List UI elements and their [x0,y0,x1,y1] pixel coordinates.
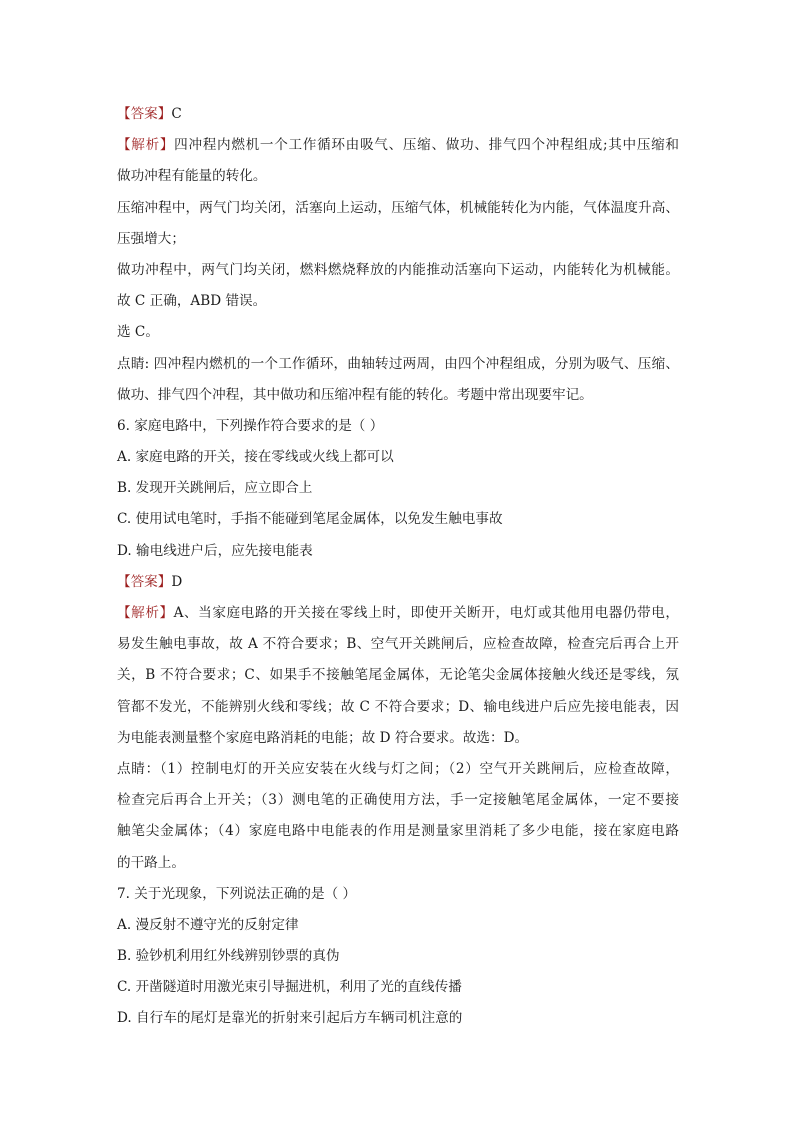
q5-analysis-line: 压强增大； [117,230,185,247]
analysis-tag: 【解析】 [117,605,174,621]
q6-option-a: A. 家庭电路的开关，接在零线或火线上都可以 [117,449,394,466]
q5-analysis-line [117,130,679,161]
q5-tip-line: 点睛: 四冲程内燃机的一个工作循环，曲轴转过两周，由四个冲程组成，分别为吸气、压缩、 [117,355,679,372]
q6-tip-line: 触笔尖金属体；（4）家庭电路中电能表的作用是测量家里消耗了多少电能，接在家庭电路 [117,823,679,840]
q5-answer-line [117,99,679,130]
answer-tag: 【答案】 [117,573,172,590]
q7-option-d: D. 自行车的尾灯是靠光的折射来引起后方车辆司机注意的 [117,1010,463,1027]
q6-option-d: D. 输电线进户后，应先接电能表 [117,542,313,559]
q6-analysis-line: 管都不发光，不能辨别火线和零线；故 C 不符合要求；D、输电线进户后应先接电能表，因 [117,698,679,715]
q6-answer-value: D [171,573,183,590]
q6-analysis-text: A、当家庭电路的开关接在零线上时，即使开关断开，电灯或其他用电器仍带电， [173,605,679,621]
q6-tip-line: 点睛：（1）控制电灯的开关应安装在火线与灯之间；（2）空气开关跳闸后，应检查故障， [117,760,679,777]
q5-analysis-line: 压缩冲程中，两气门均关闭，活塞向上运动，压缩气体，机械能转化为内能，气体温度升高、 [117,199,679,216]
q5-answer-value: C [171,106,182,122]
q6-option-b: B. 发现开关跳闸后，应立即合上 [117,480,313,497]
q6-analysis-line: 易发生触电事故，故 A 不符合要求；B、空气开关跳闸后，应检查故障，检查完后再合上开 [117,636,679,653]
q5-analysis-line: 做功冲程有能量的转化。 [117,168,267,185]
q6-analysis-line: 为电能表测量整个家庭电路消耗的电能；故 D 符合要求。故选：D。 [117,729,529,746]
q6-tip-line: 的干路上。 [117,854,185,871]
q5-analysis-line: 做功冲程中，两气门均关闭，燃料燃烧释放的内能推动活塞向下运动，内能转化为机械能。 [117,261,679,278]
q6-analysis-line [117,598,679,629]
q6-analysis-line: 关，B 不符合要求；C、如果手不接触笔尾金属体，无论笔尖金属体接触火线还是零线，氖 [117,667,679,684]
q7-option-c: C. 开凿隧道时用激光束引导掘进机，利用了光的直线传播 [117,979,462,996]
q6-stem: 6. 家庭电路中，下列操作符合要求的是（ ） [117,417,384,434]
answer-tag: 【答案】 [117,106,172,122]
q6-answer-line [117,567,679,598]
q5-analysis-line: 故 C 正确，ABD 错误。 [117,293,267,310]
q7-option-b: B. 验钞机利用红外线辨别钞票的真伪 [117,948,340,965]
q5-tip-line: 做功、排气四个冲程，其中做功和压缩冲程有能的转化。考题中常出现要牢记。 [117,386,593,403]
q6-tip-line: 检查完后再合上开关；（3）测电笔的正确使用方法，手一定接触笔尾金属体，一定不要接 [117,792,679,809]
document-page [117,99,679,1035]
q5-analysis-line: 选 C。 [117,324,159,341]
q6-option-c: C. 使用试电笔时，手指不能碰到笔尾金属体，以免发生触电事故 [117,511,503,528]
q7-stem: 7. 关于光现象，下列说法正确的是（ ） [117,885,357,902]
q7-option-a: A. 漫反射不遵守光的反射定律 [117,916,299,933]
analysis-tag: 【解析】 [117,137,175,154]
q5-analysis-text: 四冲程内燃机一个工作循环由吸气、压缩、做功、排气四个冲程组成;其中压缩和 [174,137,679,154]
